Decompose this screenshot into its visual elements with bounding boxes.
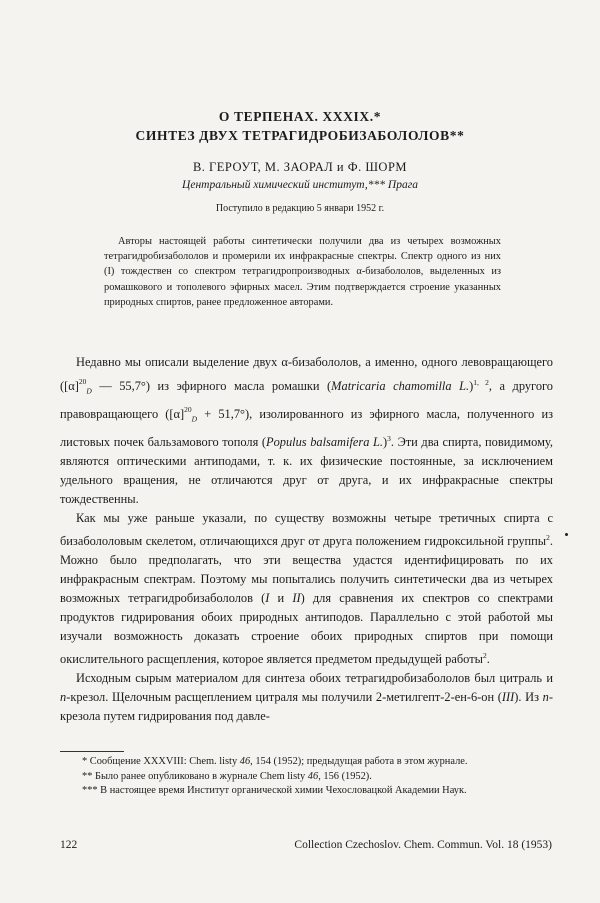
received-date: Поступило в редакцию 5 январи 1952 г. <box>215 203 385 214</box>
article-title-line-1: О ТЕРПЕНАХ. XXXIX.* <box>218 109 382 124</box>
text-run: . Можно было предполагать, что эти вещества удастся идентифицировать по их инфракрасным спектрам. Поэтому мы попытались получить синтетически два из четырех возможных тетрагидробизабололов ( <box>60 534 553 606</box>
subscript-D: D <box>191 414 198 424</box>
text-run: . <box>486 652 490 667</box>
article-title-line-2: СИНТЕЗ ДВУХ ТЕТРАГИДРОБИЗАБОЛОЛОВ** <box>135 128 465 143</box>
text-run: ). Из <box>514 690 543 705</box>
compound-label: I <box>265 591 270 606</box>
text-run: ) <box>469 379 474 393</box>
authors: В. ГЕРОУТ, М. ЗАОРАЛ и Ф. ШОРМ <box>192 160 408 174</box>
scan-speck <box>565 533 568 536</box>
para-prefix: n <box>60 690 67 705</box>
abstract: Авторы настоящей работы синтетически получили два из четырех возможных тетрагидробизабололов и промерили их инфракрасные спектры. Спектр одного из них (I) тождествен со спектром тетрагидропроизводных α-бизабололов, выделенных из ромашкового и тополевого эфирных масел. Этим подтверждается строение указанных природных спиртов, ранее предложенное авторами. <box>104 236 501 308</box>
text-run: ) <box>383 435 388 450</box>
superscript-20: 20 <box>184 405 192 415</box>
text-run: Как мы уже раньше указали, по существу возможны четыре третичных спирта с бизабололовым скелетом, отличающихся друг от друга положением гидроксильной группы <box>60 511 553 549</box>
reference-marker: 3 <box>387 433 391 443</box>
superscript-20: 20 <box>78 377 87 386</box>
page-number: 122 <box>60 839 78 851</box>
paragraph-3 <box>60 669 553 726</box>
footnote-divider <box>60 751 124 752</box>
footnote-2 <box>60 770 553 785</box>
footnotes <box>60 755 553 799</box>
text-run: + 51,7°), изолированного из эфирного масла, полученного из листовых почек бальзамового тополя ( <box>60 407 553 450</box>
compound-label: III <box>501 690 515 705</box>
text-run: ) для сравнения их спектров со спектрами продуктов гидрирования обоих природных антиподов. Параллельно с этой работой мы изучали возможность доказать строение обоих природных спиртов при помощи окислительного расщепления, которое является предметом предыдущей работы <box>60 591 553 667</box>
subscript-D: D <box>86 386 92 396</box>
paragraph-1 <box>60 353 553 509</box>
text-run: — 55,7°) из эфирного масла ромашки ( <box>91 379 332 393</box>
reference-marker: 2 <box>482 651 487 661</box>
footnote-1 <box>60 755 553 770</box>
text-run: , а другого правовращающего ([α] <box>60 379 553 422</box>
volume-number: 46 <box>307 770 319 782</box>
affiliation: Центральный химический институт,*** Прага <box>182 179 418 191</box>
text-run: -крезола путем гидрирования под давле- <box>60 690 554 724</box>
text-run: ** Было ранее опубликовано в журнале Chem listy <box>82 770 308 782</box>
para-prefix: n <box>542 690 549 705</box>
species-name: Populus balsamifera L. <box>266 435 383 450</box>
volume-number: 46 <box>239 756 251 767</box>
text-run: * Сообщение XXXVIII: Chem. listy <box>82 756 240 767</box>
species-name: Matricaria chamomilla L. <box>331 379 470 393</box>
text-run: Исходным сырым материалом для синтеза обоих тетрагидробизабололов был цитраль и <box>76 671 553 686</box>
text-run: , 156 (1952). <box>318 770 372 782</box>
text-run: , 154 (1952); предыдущая работа в этом журнале. <box>250 756 468 767</box>
reference-marker: 1, 2 <box>473 377 489 387</box>
body-text <box>60 353 553 726</box>
reference-marker: 2 <box>546 533 550 543</box>
text-run: -крезол. Щелочным расщеплением цитраля мы получили 2-метилгепт-2-ен-6-он ( <box>66 690 502 705</box>
text-run: Недавно мы описали выделение двух α-бизабололов, а именно, одного левовращающего ([α] <box>60 355 553 393</box>
compound-label: II <box>292 591 301 606</box>
journal-citation: Collection Czechoslov. Chem. Commun. Vol. 18 (1953) <box>294 839 552 851</box>
text-run: . Эти два спирта, повидимому, являются оптическими антиподами, т. к. их физические постоянные, за исключением удельного вращения, не отличаются друг от друга, и их инфракрасные спектры тождественны. <box>60 435 553 507</box>
text-run: и <box>269 591 293 606</box>
footnote-3: *** В настоящее время Институт органической химии Чехословацкой Академии Наук. <box>82 785 467 796</box>
paragraph-2 <box>60 509 553 669</box>
